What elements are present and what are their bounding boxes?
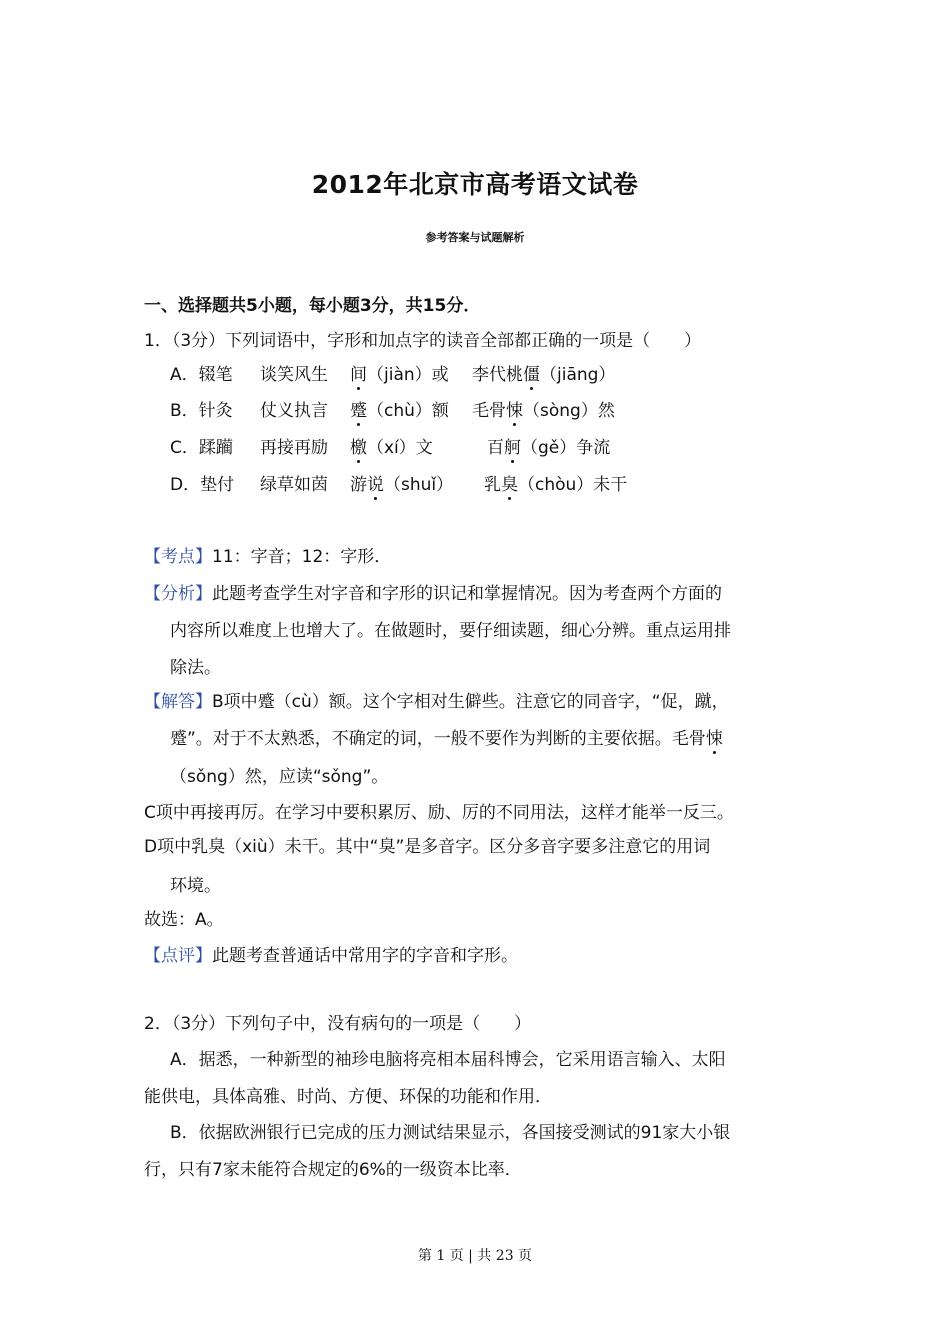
- q2-option-a-line-1: A．据悉，一种新型的袖珍电脑将亮相本届科博会，它采用语言输入、太阳: [170, 1050, 726, 1070]
- dotted-char: 舸: [504, 433, 521, 458]
- option-word4-pre: 李代桃: [472, 365, 523, 385]
- option-word4-pre: 毛骨: [472, 401, 506, 421]
- kaodian-tag: 【考点】: [144, 547, 212, 567]
- fenxi-tag: 【分析】: [144, 584, 212, 604]
- q1-stem: 1．（3分）下列词语中，字形和加点字的读音全部都正确的一项是（ ）: [144, 331, 702, 351]
- jieda-line-2: [170, 724, 723, 749]
- option-label: D．垫付: [170, 475, 235, 495]
- q2-option-a-line-2: 能供电，具体高雅、时尚、方便、环保的功能和作用．: [144, 1087, 552, 1107]
- option-word-pre: 游: [350, 475, 367, 495]
- fenxi-text: 此题考查学生对字音和字形的识记和掌握情况。因为考查两个方面的: [212, 584, 722, 604]
- section-heading: 一、选择题共5小题，每小题3分，共15分．: [144, 296, 481, 316]
- dianping-text: 此题考查普通话中常用字的字音和字形。: [212, 946, 518, 966]
- dianping-tag: 【点评】: [144, 946, 212, 966]
- q1-option-a: [170, 360, 615, 385]
- jieda-line-4: C项中再接再厉。在学习中要积累厉、励、厉的不同用法，这样才能举一反三。: [144, 803, 734, 823]
- jieda-line-1: [144, 687, 729, 712]
- fenxi-line-1: [144, 579, 722, 604]
- option-label: B．针灸: [170, 401, 233, 421]
- page-footer: 第 1 页 | 共 23 页: [417, 1248, 533, 1264]
- answer-choice: 故选：A。: [144, 910, 224, 930]
- option-word: 绿草如茵: [260, 475, 328, 495]
- dotted-char: 臭: [501, 470, 518, 495]
- q2-option-b-line-2: 行，只有7家未能符合规定的6%的一级资本比率．: [144, 1160, 522, 1180]
- dotted-char: 说: [367, 470, 384, 495]
- dotted-char: 檄: [350, 433, 367, 458]
- q2-option-b-line-1: B．依据欧洲银行已完成的压力测试结果显示，各国接受测试的91家大小银: [170, 1123, 731, 1143]
- kaodian-text: 11：字音；12：字形．: [212, 547, 392, 567]
- fenxi-line-3: 除法。: [170, 658, 221, 678]
- q1-option-b: [170, 396, 615, 421]
- kaodian-line: [144, 542, 391, 567]
- page-subtitle: 参考答案与试题解析: [425, 231, 525, 244]
- option-word4-pre: 百: [487, 438, 504, 458]
- q1-option-c: [170, 433, 610, 458]
- q1-option-d: [170, 470, 627, 495]
- fenxi-line-2: 内容所以难度上也增大了。在做题时，要仔细读题，细心分辨。重点运用排: [170, 621, 731, 641]
- option-label: C．蹂躏: [170, 438, 233, 458]
- jieda-line-3: （sǒng）然，应读“sǒng”。: [170, 767, 389, 787]
- jieda-tag: 【解答】: [144, 692, 212, 712]
- page-title: 2012年北京市高考语文试卷: [311, 170, 639, 199]
- option-word4-post: （sòng）然: [523, 401, 615, 421]
- jieda-line-5: D项中乳臭（xiù）未干。其中“臭”是多音字。区分多音字要多注意它的用词: [144, 837, 711, 857]
- option-word4-post: （chòu）未干: [518, 475, 628, 495]
- jieda-line-6: 环境。: [170, 876, 221, 896]
- option-word-post: （jiàn）或: [367, 365, 449, 385]
- option-word4-pre: 乳: [484, 475, 501, 495]
- option-label: A．辍笔: [170, 365, 233, 385]
- option-word: 仗义执言: [260, 401, 328, 421]
- option-word: 谈笑风生: [260, 365, 328, 385]
- option-word-post: （chù）额: [367, 401, 449, 421]
- dotted-char: 悚: [706, 724, 723, 749]
- dotted-char: 悚: [506, 396, 523, 421]
- dotted-char: 间: [350, 360, 367, 385]
- dianping-line: [144, 941, 518, 966]
- dotted-char: 僵: [523, 360, 540, 385]
- q2-stem: 2．（3分）下列句子中，没有病句的一项是（ ）: [144, 1014, 532, 1034]
- jieda-text: 蹙”。对于不太熟悉，不确定的词，一般不要作为判断的主要依据。毛骨: [170, 729, 706, 749]
- option-word4-post: （jiāng）: [540, 365, 616, 385]
- option-word-post: （xí）文: [367, 438, 433, 458]
- option-word-post: （shuǐ）: [384, 475, 454, 495]
- dotted-char: 蹙: [350, 396, 367, 421]
- option-word: 再接再励: [260, 438, 328, 458]
- jieda-text: B项中蹙（cù）额。这个字相对生僻些。注意它的同音字，“促，蹴，: [212, 692, 729, 712]
- option-word4-post: （gě）争流: [521, 438, 611, 458]
